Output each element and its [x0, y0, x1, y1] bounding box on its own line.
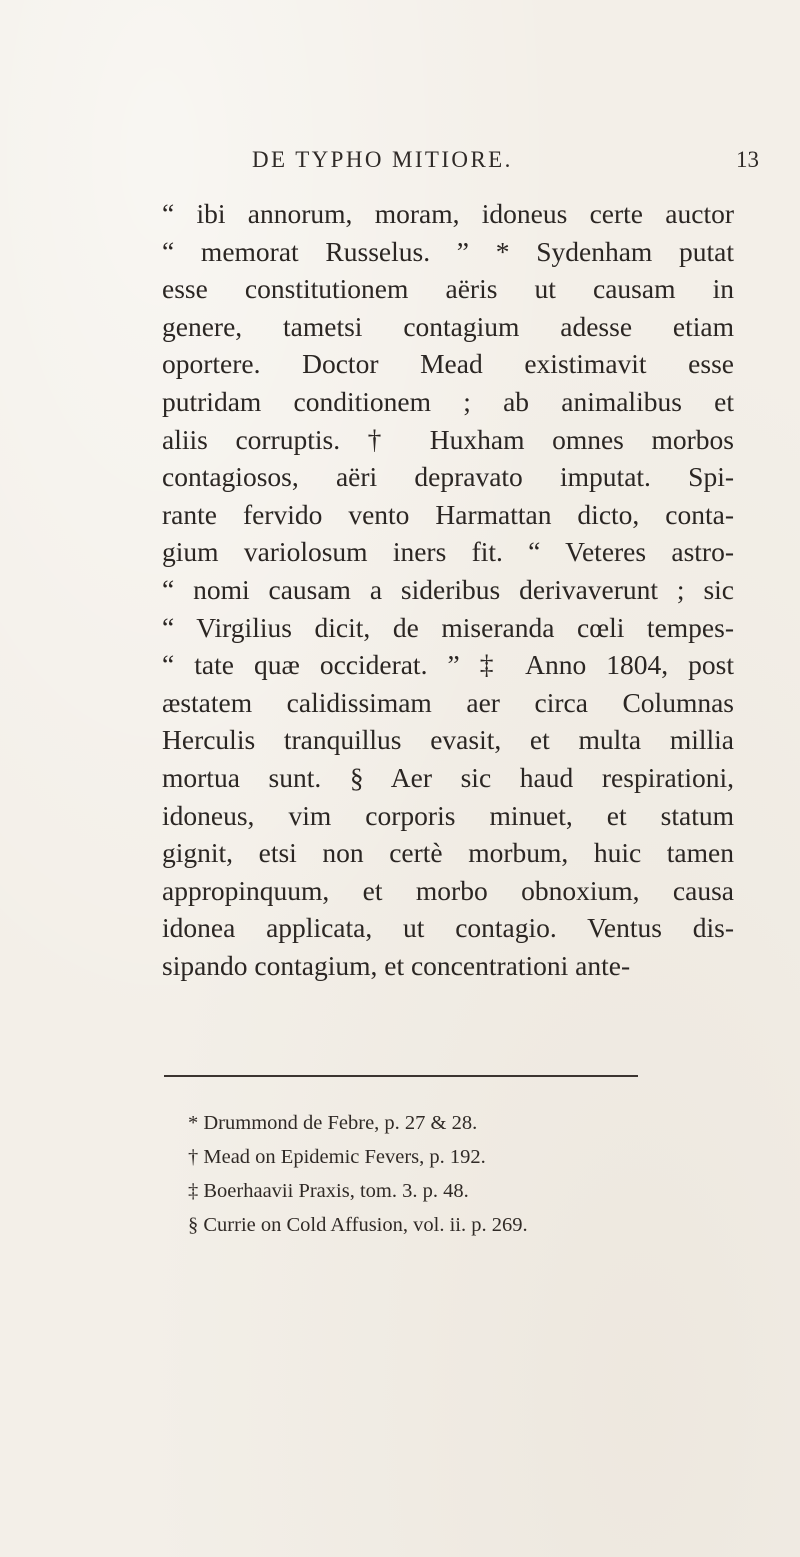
body-line: Herculis tranquillus evasit, et multa millia: [162, 724, 734, 756]
body-line: gium variolosum iners fit. “ Veteres astro-: [162, 536, 734, 568]
body-line: putridam conditionem ; ab animalibus et: [162, 385, 734, 417]
body-line: genere, tametsi contagium adesse etiam: [162, 310, 734, 342]
body-line: idonea applicata, ut contagio. Ventus dis-: [162, 912, 734, 944]
footnote-mead: † Mead on Epidemic Fevers, p. 192.: [188, 1146, 486, 1168]
body-text: [162, 195, 734, 984]
body-line: aliis corruptis. † Huxham omnes morbos: [162, 423, 734, 455]
body-line: “ tate quæ occiderat. ” ‡ Anno 1804, post: [162, 649, 734, 681]
running-title: DE TYPHO MITIORE.: [252, 147, 513, 172]
body-line: “ ibi annorum, moram, idoneus certe auctor: [162, 198, 734, 229]
footnote-currie: § Currie on Cold Affusion, vol. ii. p. 269.: [188, 1214, 528, 1236]
body-line: appropinquum, et morbo obnoxium, causa: [162, 874, 734, 906]
body-line: sipando contagium, et concentrationi ante-: [162, 949, 631, 981]
body-line: contagiosos, aëri depravato imputat. Spi-: [162, 461, 734, 493]
body-line: rante fervido vento Harmattan dicto, conta-: [162, 498, 734, 530]
footnote-divider: [164, 1075, 638, 1077]
page-number: 13: [736, 147, 759, 172]
footnotes: [188, 1106, 698, 1242]
body-line: gignit, etsi non certè morbum, huic tamen: [162, 837, 734, 869]
footnote-boerhaavii: ‡ Boerhaavii Praxis, tom. 3. p. 48.: [188, 1180, 469, 1202]
body-line: æstatem calidissimam aer circa Columnas: [162, 686, 734, 718]
body-line: oportere. Doctor Mead existimavit esse: [162, 348, 734, 380]
body-line: esse constitutionem aëris ut causam in: [162, 273, 734, 305]
footnote-drummond: * Drummond de Febre, p. 27 & 28.: [188, 1112, 478, 1134]
body-line: mortua sunt. § Aer sic haud respirationi,: [162, 761, 734, 793]
body-line: idoneus, vim corporis minuet, et statum: [162, 799, 734, 831]
body-line: “ nomi causam a sideribus derivaverunt ; sic: [162, 573, 734, 605]
body-line: “ memorat Russelus. ” * Sydenham putat: [162, 235, 734, 267]
body-line: “ Virgilius dicit, de miseranda cœli tempes-: [162, 611, 734, 643]
